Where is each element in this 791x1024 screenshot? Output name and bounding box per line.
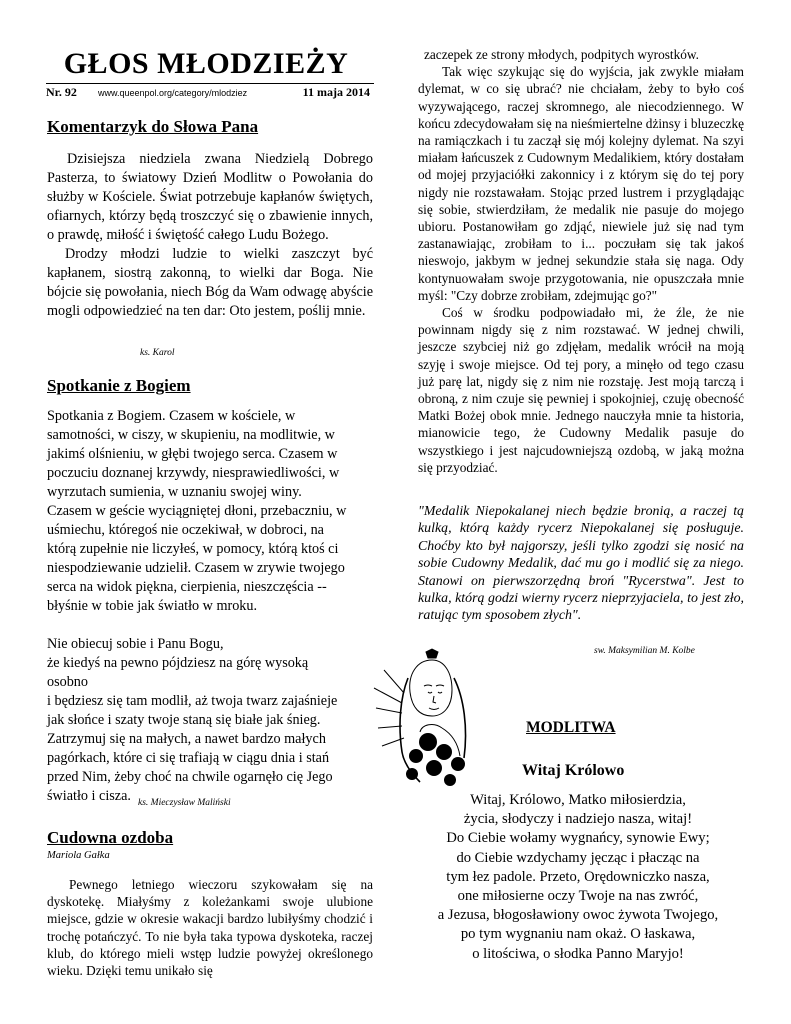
prayer-text xyxy=(408,791,748,964)
kolbe-quote: "Medalik Niepokalanej niech będzie bronią, a raczej tą kulką, którą każdy rycerz Niepokalanej się posługuje. Choćby kto był najgorszy, jeśli tylko zgodzi się nosić na sobie Cudowny Medalik, dać mu go i modlić się za niego. Stanowi on pierwszorzędną broń "Rycerstwa". Jest to kulka, którą godzi wierny rycerz nieprzyjaciela, to jest zło, ratując tym sposobem złych". xyxy=(418,504,744,624)
spotkanie-line: i będziesz się tam modlił, aż twoja twarz zajaśnieje xyxy=(47,693,338,709)
story-paragraph: Coś w środku podpowiadało mi, że źle, że nie powinnam nigdy się z nim rozstawać. W jednej chwili, jeszcze szybciej niż go zdjęłam, medalik wrócił na moją szyję i swoje miejsce. Od tej pory, a minęło od tego czasu już parę lat, nigdy się z nim nie rozstaję. Jest moją tarczą i obroną, z nim czuje się pewniej i spokojniej, czuję obecność Matki Bożej obok mnie. Jednego nauczyła mnie ta historia, mianowicie tego, że Cudowny Medalik pasuje do wszystkiego i jest najcudowniejszą ozdobą, w jaką można się przyodziać. xyxy=(418,305,744,475)
spotkanie-line: pagórkach, które ci się trafiają w ciągu dnia i stań xyxy=(47,750,330,766)
prayer-line: one miłosierne oczy Twoje na nas zwróć, xyxy=(457,888,699,905)
madonna-illustration-icon xyxy=(372,648,482,788)
komentarzyk-body xyxy=(47,150,373,321)
spotkanie-line: samotności, w ciszy, w skupieniu, na modlitwie, w xyxy=(47,427,335,443)
spotkanie-line: wyrzutach sumienia, w uznaniu swojej winy. xyxy=(47,484,302,500)
spotkanie-line: jak słońce i szaty twoje staną się białe jak śnieg. xyxy=(47,712,321,728)
prayer-line: a Jezusa, błogosławiony owoc żywota Twojego, xyxy=(437,907,719,924)
prayer-line: po tym wygnaniu nam okaż. O łaskawa, xyxy=(460,926,696,943)
story-paragraph: Tak więc szykując się do wyjścia, jak zwykle miałam dylemat, w co się ubrać? nie chciałam, żeby to było coś wyzywającego, raczej skromnego, ale niecodziennego. W końcu zdecydowałam się na nieśmiertelne dżinsy i bluzeczkę na ramiączkach i tu zaczął się mój kolejny dylemat. Na szyi miałam łańcuszek z Cudownym Medalikiem, który dostałam od mojej przyjaciółki zakonnicy i z którym się do tej pory nigdy nie rozstawałam. Stojąc przed lustrem i przyglądając się sobie, stwierdziłam, że medalik nie pasuje do mojego ubioru. Postanowiłam go zdjąć, niewiele już się nad tym zastanawiając, zrobiłam to i... poczułam się tak jakoś nieswojo, jakbym w jednej sekundzie stała się naga. Ody kontynuowałam swoje przygotowania, nie opuszczała mnie myśl: "Czy dobrze zrobiłam, zdejmując go?" xyxy=(418,64,745,303)
prayer-line: do Ciebie wzdychamy jęcząc i płacząc na xyxy=(456,849,700,866)
spotkanie-line: Zatrzymuj się na małych, a nawet bardzo małych xyxy=(47,731,326,747)
newsletter-title: GŁOS MŁODZIEŻY xyxy=(63,47,349,80)
issue-number: Nr. 92 xyxy=(46,85,77,99)
cudowna-body xyxy=(47,876,373,979)
spotkanie-line: że kiedyś na pewno pójdziesz na górę wysoką xyxy=(47,655,309,671)
spotkanie-body xyxy=(47,407,377,806)
prayer-line: tym łez padole. Przeto, Orędowniczko nasza, xyxy=(446,868,710,885)
spotkanie-line: światło i cisza. xyxy=(47,788,131,804)
spotkanie-line: Czasem w geście wyciągniętej dłoni, przebaczniu, w xyxy=(47,503,347,519)
spotkanie-line: uśmiechu, któregoś nie oczekiwał, w dobroci, na xyxy=(47,522,324,538)
masthead-divider xyxy=(46,83,374,84)
cudowna-author: Mariola Gałka xyxy=(47,850,110,861)
website-url[interactable]: www.queenpol.org/category/mlodziez xyxy=(98,88,248,98)
spotkanie-line: błyśnie w tobie jak światło w mroku. xyxy=(47,598,258,614)
story-continued-body xyxy=(418,46,744,476)
komentarzyk-paragraph: Drodzy młodzi ludzie to wielki zaszczyt być kapłanem, siostrą zakonną, to wielki dar Boga. Nie bójcie się powołania, niech Bóg da Wam odwagę abyście mogli odpowiedzieć na ten dar: Oto jestem, poślij mnie. xyxy=(47,246,373,319)
prayer-line: o litościwa, o słodka Panno Maryjo! xyxy=(472,945,684,962)
masthead-info-row xyxy=(46,85,374,101)
spotkanie-line: serca na widok piękna, cierpienia, nieszczęścia -- xyxy=(47,579,327,595)
spotkanie-signature: ks. Mieczysław Maliński xyxy=(138,798,231,808)
spotkanie-line: osobno xyxy=(47,674,88,690)
spotkanie-line: Spotkania z Bogiem. Czasem w kościele, w xyxy=(47,408,296,424)
quote-signature: sw. Maksymilian M. Kolbe xyxy=(594,646,695,656)
spotkanie-line: poczuciu doznanej krzywdy, niesprawiedliwości, w xyxy=(47,465,340,481)
story-paragraph: zaczepek ze strony młodych, podpitych wyrostków. xyxy=(424,47,699,62)
cudowna-paragraph: Pewnego letniego wieczoru szykowałam się na dyskotekę. Miałyśmy z koleżankami swoje ulubione miejsce, gdzie w okresie wakacji bardzo lubiłyśmy chodzić i trochę potańczyć. To nie była taka typowa dyskoteka, raczej klub, do którego mieli wstęp ludzie powyżej określonego wieku. Dzięki temu unikało się xyxy=(47,877,373,979)
komentarzyk-section-title: Komentarzyk do Słowa Pana xyxy=(47,117,259,136)
cudowna-section-title: Cudowna ozdoba xyxy=(47,828,174,847)
spotkanie-blank-line xyxy=(47,616,377,635)
prayer-line: życia, słodyczy i nadziejo nasza, witaj! xyxy=(463,811,693,828)
prayer-line: Witaj, Królowo, Matko miłosierdzia, xyxy=(470,792,686,808)
spotkanie-line: Nie obiecuj sobie i Panu Bogu, xyxy=(47,636,224,652)
spotkanie-line: jakimś olśnieniu, w głębi twojego serca. Czasem w xyxy=(47,446,338,462)
prayer-title: Witaj Królowo xyxy=(522,762,625,779)
prayer-line: Do Ciebie wołamy wygnańcy, synowie Ewy; xyxy=(446,830,710,847)
spotkanie-line: przed Nim, żeby choć na chwile ogarnęło cię Jego xyxy=(47,769,333,785)
komentarzyk-signature: ks. Karol xyxy=(140,348,175,358)
spotkanie-line: którą zupełnie nie liczyłeś, w pomocy, którą ktoś ci xyxy=(47,541,339,557)
issue-date: 11 maja 2014 xyxy=(302,85,370,99)
komentarzyk-paragraph: Dzisiejsza niedziela zwana Niedzielą Dobrego Pasterza, to światowy Dzień Modlitw o Powołania do służby w Kościele. Świat potrzebuje kapłanów świętych, ofiarnych, którzy będą troszczyć się o zbawienie innych, o prawdę, miłość i świętość całego Ludu Bożego. xyxy=(47,151,373,243)
modlitwa-heading: MODLITWA xyxy=(526,719,616,736)
spotkanie-section-title: Spotkanie z Bogiem xyxy=(47,376,191,395)
spotkanie-line: niespodziewanie udzielił. Czasem w zrywie twojego xyxy=(47,560,345,576)
